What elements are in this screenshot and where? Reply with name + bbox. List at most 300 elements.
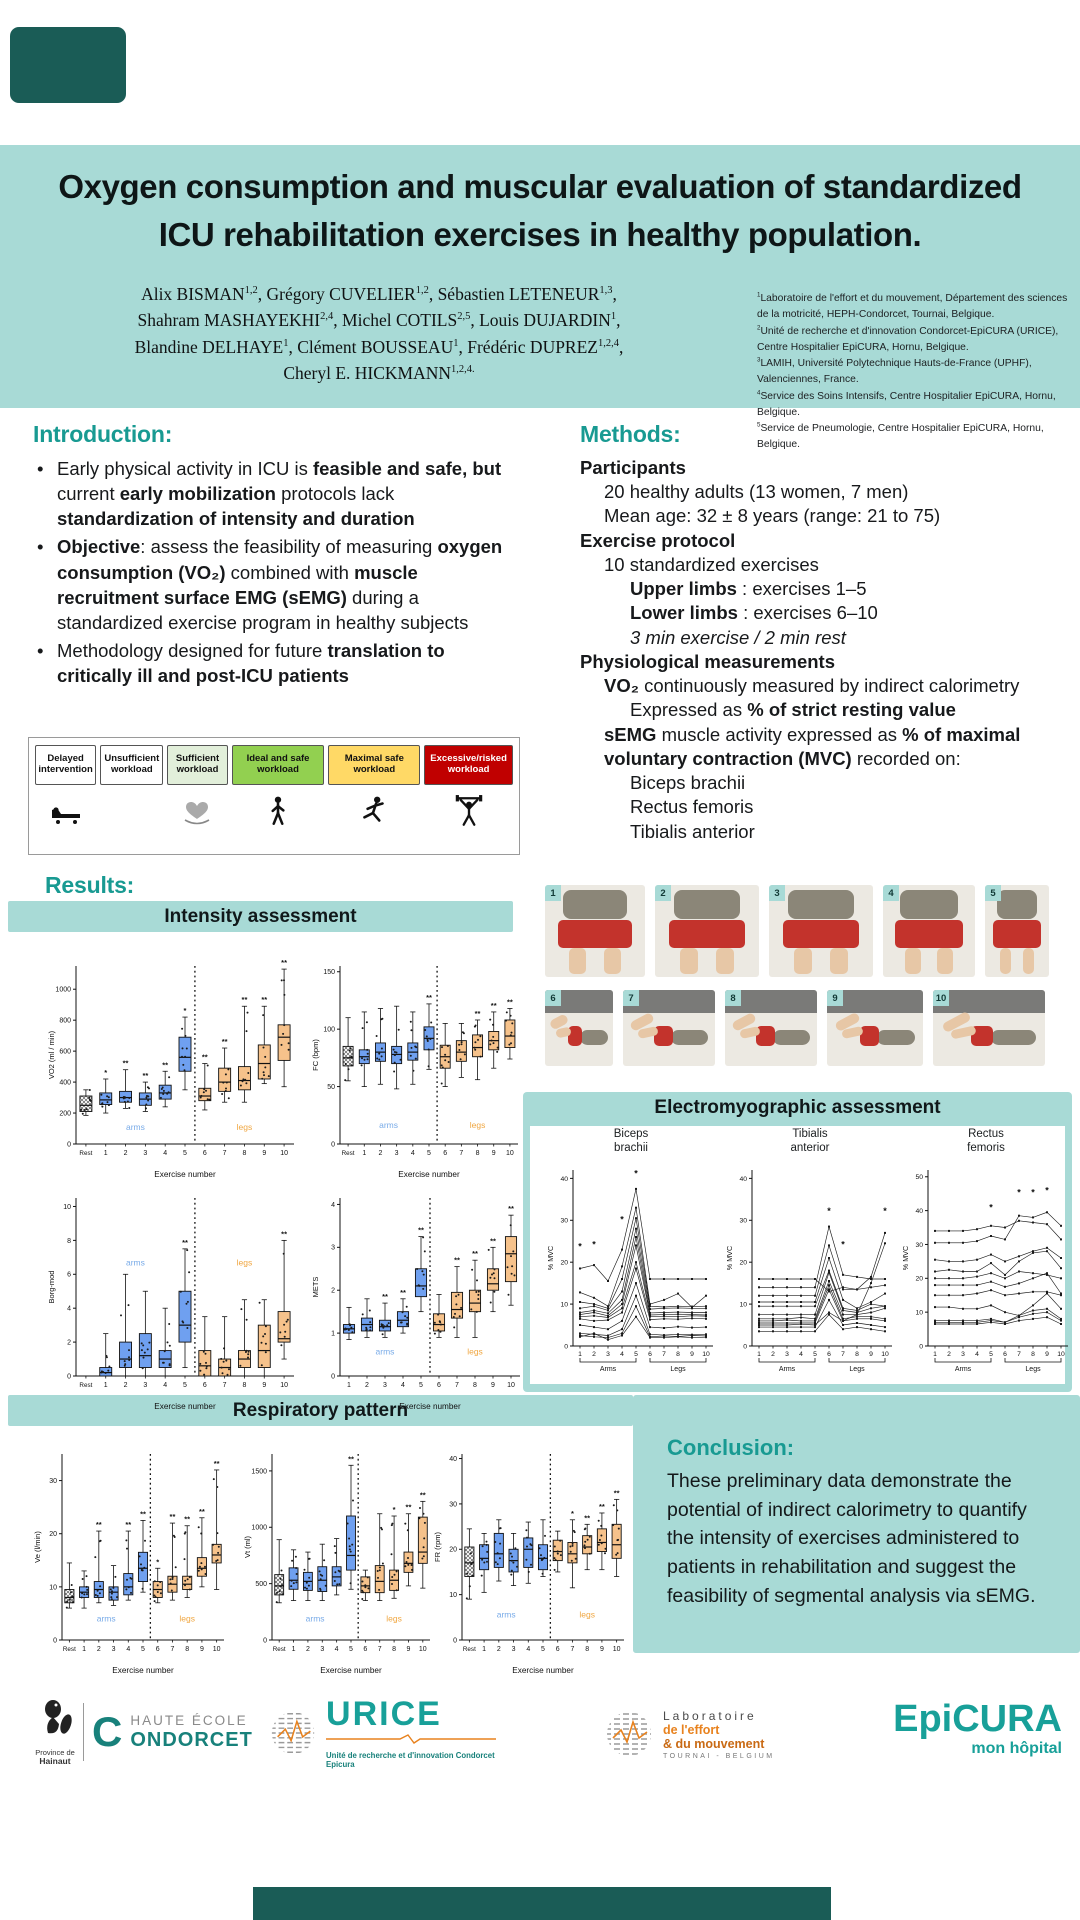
svg-text:1: 1 xyxy=(933,1351,937,1358)
methods-heading: Methods: xyxy=(580,421,681,447)
rectus-chart xyxy=(898,1128,1074,1386)
methods-line: sEMG muscle activity expressed as % of maximal voluntary contraction (MVC) recorded on: xyxy=(604,723,1021,769)
svg-text:1: 1 xyxy=(578,1351,582,1358)
svg-text:8: 8 xyxy=(676,1351,680,1358)
condorcet-line2: ONDORCET xyxy=(130,1728,253,1751)
svg-text:9: 9 xyxy=(262,1150,267,1157)
intensity-band-label: Intensity assessment xyxy=(164,905,357,927)
svg-text:4: 4 xyxy=(620,1351,624,1358)
photo-number-badge: 6 xyxy=(545,990,561,1006)
exercise-photo xyxy=(883,885,975,977)
svg-text:6: 6 xyxy=(363,1646,368,1653)
svg-text:8: 8 xyxy=(242,1150,247,1157)
svg-text:7: 7 xyxy=(455,1382,459,1389)
svg-text:8: 8 xyxy=(473,1382,477,1389)
svg-text:6: 6 xyxy=(827,1351,831,1358)
svg-text:6: 6 xyxy=(443,1150,448,1157)
svg-text:arms: arms xyxy=(96,1613,116,1624)
svg-text:5: 5 xyxy=(427,1150,431,1157)
exercise-photo xyxy=(827,990,923,1066)
svg-text:9: 9 xyxy=(599,1646,604,1653)
svg-text:Exercise number: Exercise number xyxy=(112,1666,174,1675)
globe-icon xyxy=(603,1708,655,1760)
svg-text:600: 600 xyxy=(59,1048,71,1056)
svg-text:2: 2 xyxy=(67,1339,71,1347)
exercise-photo xyxy=(623,990,715,1066)
poster-title: Oxygen consumption and muscular evaluation of standardized ICU rehabilitation exercises in healthy population. xyxy=(58,168,1022,253)
authors-block xyxy=(28,281,730,386)
svg-text:Exercise number: Exercise number xyxy=(399,1402,461,1411)
methods-line: Lower limbs : exercises 6–10 xyxy=(630,602,878,624)
svg-text:FC (bpm): FC (bpm) xyxy=(311,1039,320,1071)
svg-text:8: 8 xyxy=(855,1351,859,1358)
svg-text:4: 4 xyxy=(126,1646,131,1653)
svg-text:3: 3 xyxy=(320,1646,325,1653)
condorcet-line1: HAUTE ÉCOLE xyxy=(130,1712,248,1728)
svg-text:20: 20 xyxy=(560,1259,568,1267)
viewer-corner-mark xyxy=(10,27,126,103)
svg-text:**: ** xyxy=(418,1225,424,1235)
epicura-logo xyxy=(862,1700,1062,1772)
photo-number-badge: 1 xyxy=(545,885,561,901)
svg-text:Exercise number: Exercise number xyxy=(398,1170,460,1179)
svg-text:9: 9 xyxy=(491,1382,495,1389)
svg-text:7: 7 xyxy=(377,1646,382,1653)
svg-text:20: 20 xyxy=(449,1546,457,1554)
affiliation-line: $^4$Service des Soins Intensifs, Centre Hospitalier EpiCURA, Hornu, Belgique. xyxy=(757,389,1056,418)
methods-line: Physiological measurements xyxy=(580,650,835,672)
svg-text:**: ** xyxy=(201,1052,208,1062)
svg-text:400: 400 xyxy=(59,1079,71,1087)
svg-text:*: * xyxy=(570,1508,574,1518)
tibialis-plot xyxy=(722,1162,898,1386)
walking-person-icon xyxy=(265,795,291,829)
svg-text:2: 2 xyxy=(123,1150,128,1157)
svg-text:2: 2 xyxy=(378,1150,383,1157)
svg-text:*: * xyxy=(1017,1187,1021,1198)
svg-text:8: 8 xyxy=(1031,1351,1035,1358)
vt-plot xyxy=(238,1440,434,1678)
fc-chart xyxy=(306,952,522,1182)
svg-text:5: 5 xyxy=(183,1150,187,1157)
svg-text:Legs: Legs xyxy=(1025,1366,1041,1373)
svg-text:3: 3 xyxy=(111,1646,116,1653)
svg-text:6: 6 xyxy=(202,1150,207,1157)
mets-plot xyxy=(306,1184,524,1414)
author-line: Blandine DELHAYE$^1$, Clément BOUSSEAU$^1$, Frédéric DUPREZ$^{1,2,4}$, xyxy=(134,336,624,357)
results-heading: Results: xyxy=(45,872,135,898)
svg-text:**: ** xyxy=(122,1058,129,1068)
svg-text:Exercise number: Exercise number xyxy=(320,1666,382,1675)
svg-text:**: ** xyxy=(598,1501,605,1511)
affiliations-block xyxy=(757,291,1075,454)
svg-text:**: ** xyxy=(348,1454,354,1464)
svg-text:FR (rpm): FR (rpm) xyxy=(433,1532,442,1562)
photo-number-badge: 10 xyxy=(933,990,949,1006)
svg-text:1500: 1500 xyxy=(251,1468,267,1476)
exercise-photo xyxy=(655,885,759,977)
svg-text:30: 30 xyxy=(739,1217,747,1225)
svg-text:1: 1 xyxy=(103,1150,108,1157)
svg-text:3: 3 xyxy=(511,1646,516,1653)
methods-line: 3 min exercise / 2 min rest xyxy=(630,626,846,648)
intro-bullet: • Objective: assess the feasibility of measuring oxygen consumption (VO₂) combined with muscle recruitment surface EMG (sEMG) during a standardized exercise program in healthy subjects xyxy=(33,534,515,635)
svg-text:4: 4 xyxy=(975,1351,979,1358)
svg-text:9: 9 xyxy=(491,1150,496,1157)
svg-text:7: 7 xyxy=(662,1351,666,1358)
condorcet-logo xyxy=(35,1688,270,1776)
svg-text:4: 4 xyxy=(410,1150,415,1157)
svg-text:40: 40 xyxy=(915,1208,923,1216)
svg-text:2: 2 xyxy=(496,1646,501,1653)
svg-text:2: 2 xyxy=(331,1287,335,1295)
svg-text:10: 10 xyxy=(63,1203,71,1211)
methods-line: 20 healthy adults (13 women, 7 men) xyxy=(604,481,909,503)
svg-text:1: 1 xyxy=(331,1330,335,1338)
svg-text:10: 10 xyxy=(418,1646,427,1653)
svg-text:legs: legs xyxy=(236,1121,253,1132)
svg-text:2: 2 xyxy=(123,1382,128,1389)
svg-text:9: 9 xyxy=(869,1351,873,1358)
introduction-heading: Introduction: xyxy=(33,421,173,447)
borg-plot xyxy=(42,1184,298,1414)
workload-cell: Excessive/risked workload xyxy=(424,745,513,785)
svg-text:7: 7 xyxy=(459,1150,464,1157)
svg-text:*: * xyxy=(183,1006,187,1016)
workload-cell: Ideal and safe workload xyxy=(232,745,325,785)
biceps-title: Biceps brachii xyxy=(613,1128,649,1154)
respiratory-band-label: Respiratory pattern xyxy=(232,1399,409,1421)
svg-text:40: 40 xyxy=(739,1175,747,1183)
svg-text:**: ** xyxy=(213,1458,220,1468)
svg-text:**: ** xyxy=(584,1513,591,1523)
heart-in-hands-icon xyxy=(180,796,214,828)
svg-text:1: 1 xyxy=(757,1351,761,1358)
svg-text:Legs: Legs xyxy=(670,1366,686,1373)
svg-text:8: 8 xyxy=(475,1150,480,1157)
svg-text:3: 3 xyxy=(331,1244,335,1252)
svg-text:**: ** xyxy=(490,1236,496,1246)
affiliation-line: $^2$Unité de recherche et d'innovation Condorcet-EpiCURA (URICE), Centre Hospitalier EpiCURA, Hornu, Belgique. xyxy=(757,324,1059,353)
vo2-chart xyxy=(42,952,298,1182)
svg-text:20: 20 xyxy=(739,1259,747,1267)
exercise-photo xyxy=(933,990,1045,1066)
photo-number-badge: 9 xyxy=(827,990,843,1006)
svg-text:**: ** xyxy=(125,1520,132,1530)
svg-text:**: ** xyxy=(182,1237,188,1247)
exercise-photo xyxy=(985,885,1049,977)
tibialis-chart xyxy=(722,1128,898,1386)
ve-plot xyxy=(28,1440,228,1678)
affiliation-line: $^3$LAMIH, Université Polytechnique Hauts-de-France (UPHF), Valenciennes, France. xyxy=(757,356,1032,386)
intro-bullet: • Early physical activity in ICU is feasible and safe, but current early mobilization protocols lack standardization of intensity and duration xyxy=(33,456,515,531)
svg-text:5: 5 xyxy=(183,1382,187,1389)
photo-number-badge: 8 xyxy=(725,990,741,1006)
svg-text:0: 0 xyxy=(67,1141,71,1149)
svg-text:5: 5 xyxy=(634,1351,638,1358)
exercise-photo xyxy=(769,885,873,977)
svg-text:legs: legs xyxy=(386,1613,402,1624)
svg-text:*: * xyxy=(827,1206,831,1216)
svg-text:9: 9 xyxy=(690,1351,694,1358)
svg-text:0: 0 xyxy=(263,1637,267,1645)
photo-number-badge: 2 xyxy=(655,885,671,901)
svg-text:30: 30 xyxy=(449,1501,457,1509)
photo-number-badge: 3 xyxy=(769,885,785,901)
svg-text:30: 30 xyxy=(49,1477,57,1485)
province-hainaut-label: Province de Hainaut xyxy=(35,1747,75,1766)
svg-text:2: 2 xyxy=(592,1351,596,1358)
svg-text:*: * xyxy=(1045,1185,1049,1196)
svg-text:arms: arms xyxy=(305,1613,325,1624)
methods-list xyxy=(580,456,1066,844)
svg-text:5: 5 xyxy=(813,1351,817,1358)
svg-text:6: 6 xyxy=(202,1382,207,1389)
svg-text:Rest: Rest xyxy=(462,1646,476,1653)
svg-text:**: ** xyxy=(474,1008,481,1018)
laboratoire-logo xyxy=(603,1694,788,1774)
labo-line3: & du mouvement xyxy=(663,1736,765,1751)
svg-text:10: 10 xyxy=(702,1351,710,1358)
svg-text:1: 1 xyxy=(362,1150,367,1157)
svg-text:legs: legs xyxy=(236,1257,253,1268)
svg-text:50: 50 xyxy=(915,1174,923,1182)
svg-text:7: 7 xyxy=(222,1150,227,1157)
methods-line: VO₂ continuously measured by indirect calorimetry xyxy=(604,675,1020,697)
photo-number-badge: 4 xyxy=(883,885,899,901)
svg-text:5: 5 xyxy=(141,1646,145,1653)
svg-text:arms: arms xyxy=(496,1609,516,1620)
rectus-plot xyxy=(898,1162,1074,1386)
svg-text:10: 10 xyxy=(506,1150,514,1157)
svg-text:9: 9 xyxy=(199,1646,204,1653)
svg-text:7: 7 xyxy=(170,1646,175,1653)
svg-text:Exercise number: Exercise number xyxy=(154,1170,216,1179)
svg-text:**: ** xyxy=(198,1506,205,1516)
svg-text:% MVC: % MVC xyxy=(725,1245,734,1271)
vo2-plot xyxy=(42,952,298,1182)
intensity-band xyxy=(8,901,513,932)
svg-text:*: * xyxy=(592,1239,596,1250)
globe-icon xyxy=(268,1707,318,1759)
svg-text:2: 2 xyxy=(365,1382,369,1389)
methods-line: Tibialis anterior xyxy=(630,820,755,842)
svg-text:0: 0 xyxy=(331,1373,335,1381)
svg-text:legs: legs xyxy=(467,1346,483,1357)
labo-line2: de l'effort xyxy=(663,1722,720,1737)
photo-number-badge: 7 xyxy=(623,990,639,1006)
hainaut-bird-icon xyxy=(35,1698,75,1744)
svg-text:20: 20 xyxy=(49,1531,57,1539)
svg-text:METS: METS xyxy=(311,1276,320,1298)
workload-cell: Unsufficient workload xyxy=(100,745,163,785)
methods-line: Participants xyxy=(580,457,686,478)
svg-text:Rest: Rest xyxy=(62,1646,76,1653)
svg-text:7: 7 xyxy=(1017,1351,1021,1358)
svg-text:**: ** xyxy=(140,1509,146,1519)
svg-text:Legs: Legs xyxy=(849,1366,865,1373)
weightlifter-icon xyxy=(454,794,484,830)
svg-text:*: * xyxy=(104,1067,108,1077)
author-line: Alix BISMAN$^{1,2}$, Grégory CUVELIER$^{1,2}$, Sébastien LETENEUR$^{1,3}$, xyxy=(141,284,617,304)
svg-text:**: ** xyxy=(382,1292,388,1302)
methods-line: Rectus femoris xyxy=(630,796,754,818)
svg-text:**: ** xyxy=(490,1000,497,1010)
exercise-photo xyxy=(545,885,645,977)
svg-text:**: ** xyxy=(472,1249,478,1259)
svg-text:1: 1 xyxy=(482,1646,487,1653)
svg-text:**: ** xyxy=(281,958,288,968)
svg-text:*: * xyxy=(578,1241,582,1252)
urice-tagline: Unité de recherche et d'innovation Condorcet Epicura xyxy=(326,1750,495,1769)
svg-text:3: 3 xyxy=(606,1351,610,1358)
svg-text:40: 40 xyxy=(449,1455,457,1463)
svg-text:**: ** xyxy=(400,1287,406,1297)
workload-cell: Delayed intervention xyxy=(35,745,96,785)
svg-text:100: 100 xyxy=(323,1026,335,1034)
affiliation-line: $^5$Service de Pneumologie, Centre Hospitalier EpiCURA, Hornu, Belgique. xyxy=(757,421,1044,451)
svg-text:arms: arms xyxy=(379,1119,398,1130)
emg-band xyxy=(523,1092,1072,1124)
svg-text:4: 4 xyxy=(401,1382,405,1389)
svg-text:% MVC: % MVC xyxy=(546,1245,555,1271)
svg-text:10: 10 xyxy=(449,1592,457,1600)
borg-chart xyxy=(42,1184,298,1414)
svg-text:**: ** xyxy=(506,997,513,1007)
svg-text:**: ** xyxy=(508,1204,514,1214)
svg-text:2: 2 xyxy=(305,1646,310,1653)
workload-cell: Sufficient workload xyxy=(167,745,227,785)
svg-text:**: ** xyxy=(169,1512,176,1522)
rectus-title: Rectus femoris xyxy=(967,1128,1005,1154)
svg-text:*: * xyxy=(841,1239,845,1250)
svg-text:1: 1 xyxy=(103,1382,108,1389)
svg-text:0: 0 xyxy=(453,1637,457,1645)
svg-text:6: 6 xyxy=(648,1351,652,1358)
svg-text:0: 0 xyxy=(331,1141,335,1149)
ecg-line-icon xyxy=(326,1734,496,1744)
ve-chart xyxy=(28,1440,228,1678)
workload-scale-figure xyxy=(28,737,520,855)
svg-text:9: 9 xyxy=(406,1646,411,1653)
svg-text:**: ** xyxy=(405,1502,412,1512)
svg-text:800: 800 xyxy=(59,1017,71,1025)
svg-text:Arms: Arms xyxy=(778,1366,796,1373)
svg-text:6: 6 xyxy=(437,1382,441,1389)
svg-text:5: 5 xyxy=(349,1646,353,1653)
svg-text:500: 500 xyxy=(255,1581,267,1589)
svg-text:150: 150 xyxy=(323,969,335,977)
conclusion-box xyxy=(633,1395,1080,1653)
svg-text:legs: legs xyxy=(179,1613,195,1624)
workload-cell: Maximal safe workload xyxy=(328,745,420,785)
svg-text:3: 3 xyxy=(394,1150,399,1157)
methods-line: Upper limbs : exercises 1–5 xyxy=(630,578,867,600)
urice-name: URICE xyxy=(326,1694,442,1733)
svg-text:10: 10 xyxy=(739,1301,747,1309)
svg-text:Arms: Arms xyxy=(599,1366,617,1373)
conclusion-heading: Conclusion: xyxy=(667,1435,795,1460)
svg-text:30: 30 xyxy=(915,1241,923,1249)
svg-text:*: * xyxy=(989,1202,993,1213)
author-line: Cheryl E. $HICKMANN^{1,2,4.}$ xyxy=(283,362,475,383)
svg-text:**: ** xyxy=(261,995,268,1005)
svg-text:10: 10 xyxy=(212,1646,221,1653)
methods-line: Biceps brachii xyxy=(630,772,746,794)
svg-text:10: 10 xyxy=(280,1150,288,1157)
svg-text:Arms: Arms xyxy=(954,1366,972,1373)
svg-text:0: 0 xyxy=(564,1343,568,1351)
svg-text:6: 6 xyxy=(555,1646,560,1653)
svg-text:3: 3 xyxy=(785,1351,789,1358)
vt-chart xyxy=(238,1440,434,1678)
svg-text:40: 40 xyxy=(560,1175,568,1183)
svg-text:*: * xyxy=(156,1557,160,1567)
svg-text:arms: arms xyxy=(375,1346,395,1357)
svg-text:1000: 1000 xyxy=(55,986,71,994)
author-line: Shahram MASHAYEKHI$^{2,4}$, Michel COTILS$^{2,5}$, Louis DUJARDIN$^1$, xyxy=(137,310,621,331)
viewer-bottom-bar xyxy=(253,1887,831,1920)
svg-text:Borg-mod: Borg-mod xyxy=(47,1270,56,1304)
svg-text:2: 2 xyxy=(771,1351,775,1358)
svg-text:5: 5 xyxy=(541,1646,545,1653)
svg-text:legs: legs xyxy=(469,1119,486,1130)
svg-text:*: * xyxy=(883,1206,887,1216)
urice-logo xyxy=(268,1690,518,1775)
svg-text:0: 0 xyxy=(919,1343,923,1351)
fr-plot xyxy=(428,1440,628,1678)
svg-text:3: 3 xyxy=(143,1150,148,1157)
svg-text:Rest: Rest xyxy=(272,1646,286,1653)
svg-text:9: 9 xyxy=(1045,1351,1049,1358)
exercise-photo xyxy=(545,990,613,1066)
svg-text:**: ** xyxy=(419,1490,426,1500)
epicura-tagline: mon hôpital xyxy=(971,1740,1062,1757)
svg-text:2: 2 xyxy=(947,1351,951,1358)
svg-text:**: ** xyxy=(241,995,248,1005)
svg-text:Rest: Rest xyxy=(79,1382,93,1389)
svg-text:**: ** xyxy=(454,1255,460,1265)
labo-line4: TOURNAI - BELGIUM xyxy=(663,1752,775,1760)
svg-text:5: 5 xyxy=(989,1351,993,1358)
svg-text:3: 3 xyxy=(143,1382,148,1389)
svg-text:7: 7 xyxy=(841,1351,845,1358)
svg-text:**: ** xyxy=(221,1037,228,1047)
tibialis-title: Tibialis anterior xyxy=(790,1128,830,1154)
svg-text:Rest: Rest xyxy=(341,1150,355,1157)
svg-text:10: 10 xyxy=(915,1309,923,1317)
svg-text:10: 10 xyxy=(1057,1351,1065,1358)
affiliation-line: $^1$Laboratoire de l'effort et du mouvement, Département des sciences de la motricité, HEPH-Condorcet, Tournai, Belgique. xyxy=(757,291,1068,321)
svg-text:*: * xyxy=(620,1214,624,1225)
svg-text:arms: arms xyxy=(126,1121,145,1132)
svg-text:4: 4 xyxy=(334,1646,339,1653)
condorcet-c-mark: C xyxy=(92,1708,123,1756)
svg-text:8: 8 xyxy=(242,1382,247,1389)
svg-text:3: 3 xyxy=(961,1351,965,1358)
methods-line: Mean age: 32 ± 8 years (range: 21 to 75) xyxy=(604,505,941,527)
svg-text:4: 4 xyxy=(163,1150,168,1157)
intro-bullet: • Methodology designed for future translation to critically ill and post-ICU patients xyxy=(33,638,515,688)
svg-text:7: 7 xyxy=(570,1646,575,1653)
svg-text:0: 0 xyxy=(53,1637,57,1645)
fc-plot xyxy=(306,952,522,1182)
methods-line: Exercise protocol xyxy=(580,529,736,551)
svg-text:4: 4 xyxy=(67,1305,71,1313)
introduction-bullets xyxy=(33,456,515,691)
svg-text:4: 4 xyxy=(799,1351,803,1358)
conclusion-body: These preliminary data demonstrate the potential of indirect calorimetry to quantify the intensity of exercises administered to patients in rehabilitation and suggest the feasibility of segmental analysis via sEMG. xyxy=(667,1470,1036,1607)
